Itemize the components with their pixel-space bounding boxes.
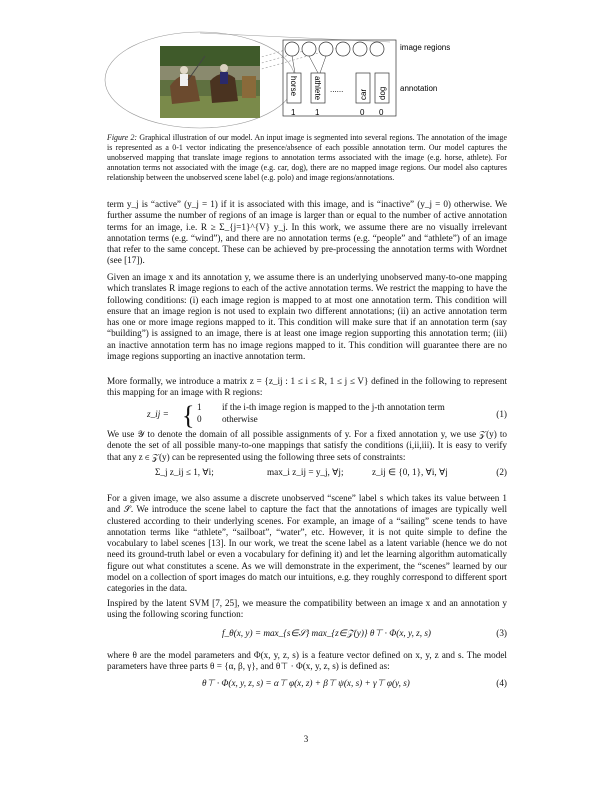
term-car: car (359, 88, 368, 100)
paragraph-3: More formally, we introduce a matrix z = {z_ij : 1 ≤ i ≤ R, 1 ≤ j ≤ V} defined in the following to represent this mapping for an image with R regions: (107, 376, 507, 398)
caption-text: Graphical illustration of our model. An input image is segmented into several regions. The annotation of the image is represented as a 0-1 vector indicating the presence/absence of each possible annotation term. Our model captures the unobserved mapping that translate image regions to annotation terms associated with the image (e.g. horse, athlete). For annotation terms not associated with the image (e.g. car, dog), there are no mapped image regions. Our model also captures relationship between the unobserved scene label (e.g. polo) and image regions/annotations. (107, 133, 507, 182)
region-circle (302, 42, 316, 56)
value-athlete: 1 (315, 108, 320, 117)
eq2-part1: Σ_j z_ij ≤ 1, ∀i; (155, 467, 214, 477)
term-dog: dog (378, 86, 387, 100)
eq2-number: (2) (496, 467, 507, 477)
eq1-brace: { (182, 401, 195, 430)
paragraph-5: For a given image, we also assume a discrete unobserved “scene” label s which takes its value between 1 and 𝒮. We introduce the scene label to capture the fact that the annotations of images are typically well clustered according to their underlying scenes. For example, an image of a “sailing” scene tends to have annotation terms like “athlete”, “sailboat”, “water”, etc. However, it is not quite simple to define the vocabulary to label scenes [13]. In our work, we treat the scene label as a latent variable (hence we do not need its ground-truth label or even a vocabulary for defining it) and let the learning algorithm automatically figure out what constitutes a scene. As we will demonstrate in the experiment, the “scenes” learned by our model on a collection of sport images do match our intuitions, e.g. they roughly correspond to different sport categories in the data. (107, 493, 507, 594)
polo-photo-drawing (160, 46, 260, 118)
eq1-case1-text: if the i-th image region is mapped to the j-th annotation term (222, 402, 445, 412)
eq2-part2: max_i z_ij = y_j, ∀j; (267, 467, 344, 477)
eq1-number: (1) (496, 409, 507, 419)
figure-diagram (0, 0, 612, 130)
term-horse: horse (289, 76, 298, 97)
page-number: 3 (303, 734, 309, 744)
caption-label: Figure 2: (107, 133, 138, 142)
eq1-lhs: z_ij = (147, 409, 169, 419)
paragraph-6: Inspired by the latent SVM [7, 25], we measure the compatibility between an image x and an annotation y using the following scoring function: (107, 598, 507, 620)
region-circle (319, 42, 333, 56)
region-circle (285, 42, 299, 56)
eq3-text: f_θ(x, y) = max_{s∈𝒮} max_{z∈𝒵(y)} θ⊤ · Φ(x, y, z, s) (222, 628, 431, 638)
paragraph-7: where θ are the model parameters and Φ(x, y, z, s) is a feature vector defined on x, y, z and s. The model parameters have three parts θ = {α, β, γ}, and θ⊤ · Φ(x, y, z, s) is defined as: (107, 650, 507, 672)
eq1-case2-val: 0 (197, 414, 202, 424)
eq2-part3: z_ij ∈ {0, 1}, ∀i, ∀j (372, 467, 448, 477)
eq1-case2-text: otherwise (222, 414, 258, 424)
eq4-text: θ⊤ · Φ(x, y, z, s) = α⊤ φ(x, z) + β⊤ ψ(x, s) + γ⊤ φ(y, s) (202, 678, 410, 688)
paragraph-2: Given an image x and its annotation y, we assume there is an underlying unobserved many-to-one mapping which translates R image regions to each of the active annotation terms. We restrict the mapping to have the following conditions: (i) each image region is mapped to at most one annotation term. This condition will ensure that an image region is not used to explain two different annotations; (ii) an active annotation term has one or more image regions mapped to it. This condition will make sure that if an annotation term (say “building”) is assigned to an image, there is at least one image region supporting this annotation term; (iii) an inactive annotation term has no image regions mapped to it. This condition will guarantee there are no image regions supporting an inactive annotation term. (107, 272, 507, 362)
value-horse: 1 (291, 108, 296, 117)
image-regions-label: image regions (400, 43, 451, 52)
region-circle (353, 42, 367, 56)
value-car: 0 (360, 108, 365, 117)
figure-2 (0, 0, 612, 130)
polo-photo (160, 46, 260, 118)
region-circle (336, 42, 350, 56)
term-ellipsis: ...... (330, 85, 344, 94)
eq1-case1-val: 1 (197, 402, 202, 412)
annotation-label: annotation (400, 84, 438, 93)
paragraph-1: term y_j is “active” (y_j = 1) if it is associated with this image, and is “inactive” (y_j = 0) otherwise. We further assume the number of regions of an image is larger than or equal to the number of active annotation terms for an image, i.e. R ≥ Σ_{j=1}^{V} y_j. In this work, we assume there are no visually irrelevant annotation terms (e.g. “wind”), and there are no annotation terms (e.g. “people” and “athlete”) of an image that refer to the same concept. These can be achieved by pre-processing the annotation terms with Wordnet (see [17]). (107, 199, 507, 266)
eq4-number: (4) (496, 678, 507, 688)
paragraph-4: We use 𝒴 to denote the domain of all possible assignments of y. For a fixed annotation y, we use 𝒵(y) to denote the set of all possible many-to-one mappings that satisfy the conditions (i,ii,iii). It is easy to verify that any z ∈ 𝒵(y) can be represented using the following three sets of constraints: (107, 429, 507, 462)
region-circles (285, 42, 384, 56)
value-dog: 0 (379, 108, 384, 117)
region-circle (370, 42, 384, 56)
figure-caption (107, 133, 507, 183)
eq3-number: (3) (496, 628, 507, 638)
term-athlete: athlete (313, 76, 322, 101)
